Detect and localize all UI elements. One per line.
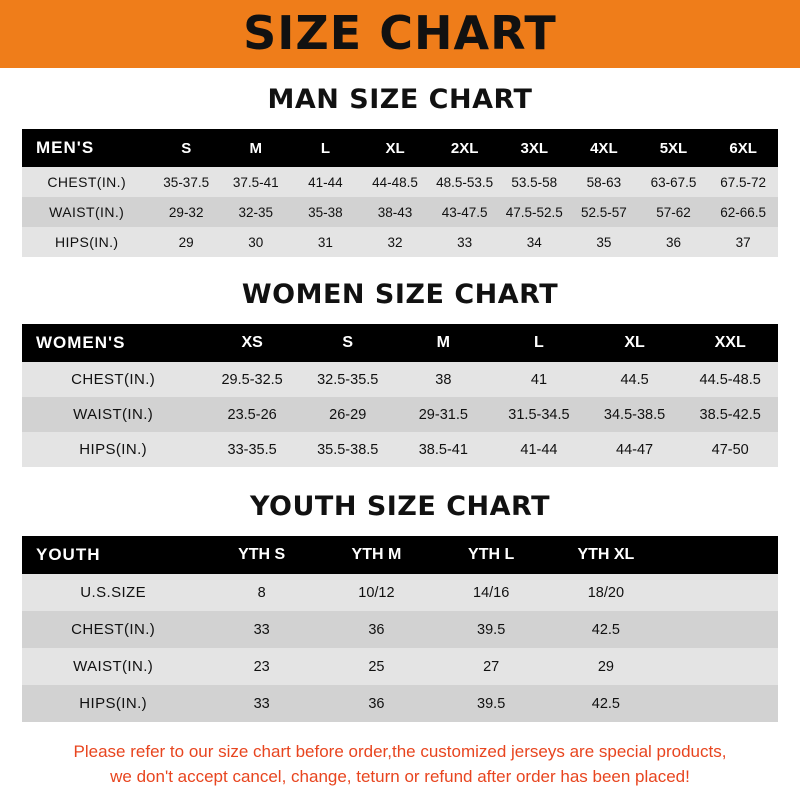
youth-chest-m: 36 <box>368 621 385 638</box>
man-waist-2xl: 43-47.5 <box>441 204 488 220</box>
youth-waist-xl: 29 <box>597 658 614 675</box>
youth-hips-empty <box>663 685 778 722</box>
women-hips-l: 41-44 <box>520 441 558 458</box>
man-table-head <box>22 129 778 167</box>
youth-size-table <box>22 536 778 722</box>
youth-header-row <box>22 536 778 574</box>
page-title: SIZE CHART <box>243 6 557 60</box>
man-waist-5xl: 57-62 <box>656 204 691 220</box>
table-row <box>22 648 778 685</box>
youth-ussize-s: 8 <box>257 584 266 601</box>
footer-line-2: we don't accept cancel, change, teturn or refund after order has been placed! <box>110 766 690 786</box>
man-chest-4xl: 58-63 <box>586 174 622 190</box>
man-waist-l: 35-38 <box>308 204 343 220</box>
youth-ussize-l: 14/16 <box>473 584 510 601</box>
man-hips-5xl: 36 <box>665 234 681 250</box>
women-chest-m: 38 <box>435 371 452 388</box>
youth-header-yth-xl: YTH XL <box>577 546 635 563</box>
footer-disclaimer <box>22 740 778 789</box>
man-chest-5xl: 63-67.5 <box>650 174 697 190</box>
youth-row-ussize-label: U.S.SIZE <box>80 584 147 601</box>
table-row <box>22 362 778 397</box>
women-header-m: M <box>436 334 450 351</box>
man-header-6xl: 6XL <box>729 139 757 157</box>
women-waist-xs: 23.5-26 <box>227 406 277 423</box>
youth-header-label: YOUTH <box>36 545 101 564</box>
women-waist-xxl: 38.5-42.5 <box>699 406 761 423</box>
youth-header-yth-l: YTH L <box>468 546 515 563</box>
man-hips-4xl: 35 <box>596 234 612 250</box>
women-header-xxl: XXL <box>714 334 746 351</box>
youth-hips-xl: 42.5 <box>591 695 620 712</box>
women-hips-xs: 33-35.5 <box>227 441 277 458</box>
women-chest-xl: 44.5 <box>620 371 649 388</box>
man-header-2xl: 2XL <box>450 139 479 157</box>
women-chest-s: 32.5-35.5 <box>317 371 379 388</box>
women-waist-m: 29-31.5 <box>418 406 468 423</box>
youth-header-empty <box>663 536 778 574</box>
youth-chest-s: 33 <box>253 621 270 638</box>
youth-hips-m: 36 <box>368 695 385 712</box>
women-row-waist-label: WAIST(IN.) <box>73 406 154 423</box>
youth-waist-empty <box>663 648 778 685</box>
women-waist-xl: 34.5-38.5 <box>603 406 666 423</box>
youth-ussize-xl: 18/20 <box>587 584 625 601</box>
chart-content <box>0 84 800 789</box>
table-row <box>22 227 778 257</box>
youth-section-title: YOUTH SIZE CHART <box>249 491 551 522</box>
man-row-hips-label: HIPS(IN.) <box>54 234 119 250</box>
man-chest-6xl: 67.5-72 <box>720 174 767 190</box>
youth-hips-l: 39.5 <box>477 695 506 712</box>
women-hips-xl: 44-47 <box>616 441 654 458</box>
man-header-5xl: 5XL <box>659 139 688 157</box>
women-waist-s: 26-29 <box>329 406 367 423</box>
table-row <box>22 197 778 227</box>
man-waist-xl: 38-43 <box>377 204 413 220</box>
youth-waist-m: 25 <box>368 658 385 675</box>
youth-chest-xl: 42.5 <box>591 621 620 638</box>
youth-header-yth-m: YTH M <box>351 546 402 563</box>
man-waist-s: 29-32 <box>168 204 204 220</box>
youth-ussize-empty <box>663 574 778 611</box>
youth-header- yth-s: YTH S <box>238 546 286 563</box>
header-right-bar <box>764 0 800 68</box>
man-size-table <box>22 129 778 257</box>
man-chest-xl: 44-48.5 <box>372 174 418 190</box>
women-header-label: WOMEN'S <box>36 333 126 352</box>
footer-line-1: Please refer to our size chart before order,the customized jerseys are special products, <box>73 742 727 761</box>
women-header-s: S <box>342 334 354 351</box>
man-hips-3xl: 34 <box>526 234 542 250</box>
man-header-s: S <box>181 139 192 157</box>
women-hips-m: 38.5-41 <box>418 441 468 458</box>
man-header-4xl: 4XL <box>590 139 618 157</box>
header-band <box>0 0 800 68</box>
youth-row-waist-label: WAIST(IN.) <box>73 658 154 675</box>
women-hips-xxl: 47-50 <box>711 441 749 458</box>
women-row-chest-label: CHEST(IN.) <box>71 371 156 388</box>
man-header-row <box>22 129 778 167</box>
women-hips-s: 35.5-38.5 <box>317 441 379 458</box>
man-hips-6xl: 37 <box>735 234 751 250</box>
women-table-body <box>22 362 778 467</box>
man-table-body <box>22 167 778 257</box>
women-header-l: L <box>534 334 544 351</box>
man-row-chest-label: CHEST(IN.) <box>47 174 127 190</box>
women-row-hips-label: HIPS(IN.) <box>79 441 148 458</box>
youth-row-hips-label: HIPS(IN.) <box>79 695 148 712</box>
man-header-m: M <box>249 139 263 157</box>
youth-hips-s: 33 <box>253 695 270 712</box>
table-row <box>22 432 778 467</box>
youth-waist-s: 23 <box>253 658 270 675</box>
man-waist-4xl: 52.5-57 <box>580 204 627 220</box>
man-hips-2xl: 33 <box>457 234 473 250</box>
youth-ussize-m: 10/12 <box>358 584 395 601</box>
women-header-xl: XL <box>624 334 645 351</box>
header-center <box>36 0 764 68</box>
women-chest-xxl: 44.5-48.5 <box>699 371 761 388</box>
man-chest-m: 37.5-41 <box>232 174 279 190</box>
women-table-head <box>22 324 778 362</box>
youth-table-body <box>22 574 778 722</box>
man-section-title: MAN SIZE CHART <box>267 84 533 115</box>
man-waist-6xl: 62-66.5 <box>720 204 767 220</box>
table-row <box>22 167 778 197</box>
women-header-xs: XS <box>241 334 263 351</box>
man-hips-l: 31 <box>317 234 333 250</box>
man-header-l: L <box>320 139 330 157</box>
man-header-label: MEN'S <box>36 138 95 157</box>
man-hips-m: 30 <box>248 234 264 250</box>
man-chest-l: 41-44 <box>308 174 343 190</box>
women-size-table <box>22 324 778 467</box>
table-row <box>22 397 778 432</box>
women-header-row <box>22 324 778 362</box>
women-chest-xs: 29.5-32.5 <box>221 371 283 388</box>
man-row-waist-label: WAIST(IN.) <box>49 204 125 220</box>
man-chest-s: 35-37.5 <box>163 174 210 190</box>
youth-row-chest-label: CHEST(IN.) <box>71 621 156 638</box>
women-waist-l: 31.5-34.5 <box>508 406 570 423</box>
man-header-3xl: 3XL <box>520 139 548 157</box>
youth-chest-empty <box>663 611 778 648</box>
women-chest-l: 41 <box>530 371 548 388</box>
man-header-xl: XL <box>385 139 405 157</box>
man-chest-2xl: 48.5-53.5 <box>436 174 494 190</box>
table-row <box>22 574 778 611</box>
header-left-bar <box>0 0 36 68</box>
man-hips-s: 29 <box>178 234 194 250</box>
man-chest-3xl: 53.5-58 <box>511 174 558 190</box>
youth-waist-l: 27 <box>483 658 500 675</box>
man-waist-3xl: 47.5-52.5 <box>505 204 563 220</box>
youth-table-head <box>22 536 778 574</box>
table-row <box>22 611 778 648</box>
man-hips-xl: 32 <box>387 234 403 250</box>
women-section-title: WOMEN SIZE CHART <box>241 279 559 310</box>
youth-chest-l: 39.5 <box>477 621 506 638</box>
table-row <box>22 685 778 722</box>
man-waist-m: 32-35 <box>238 204 274 220</box>
